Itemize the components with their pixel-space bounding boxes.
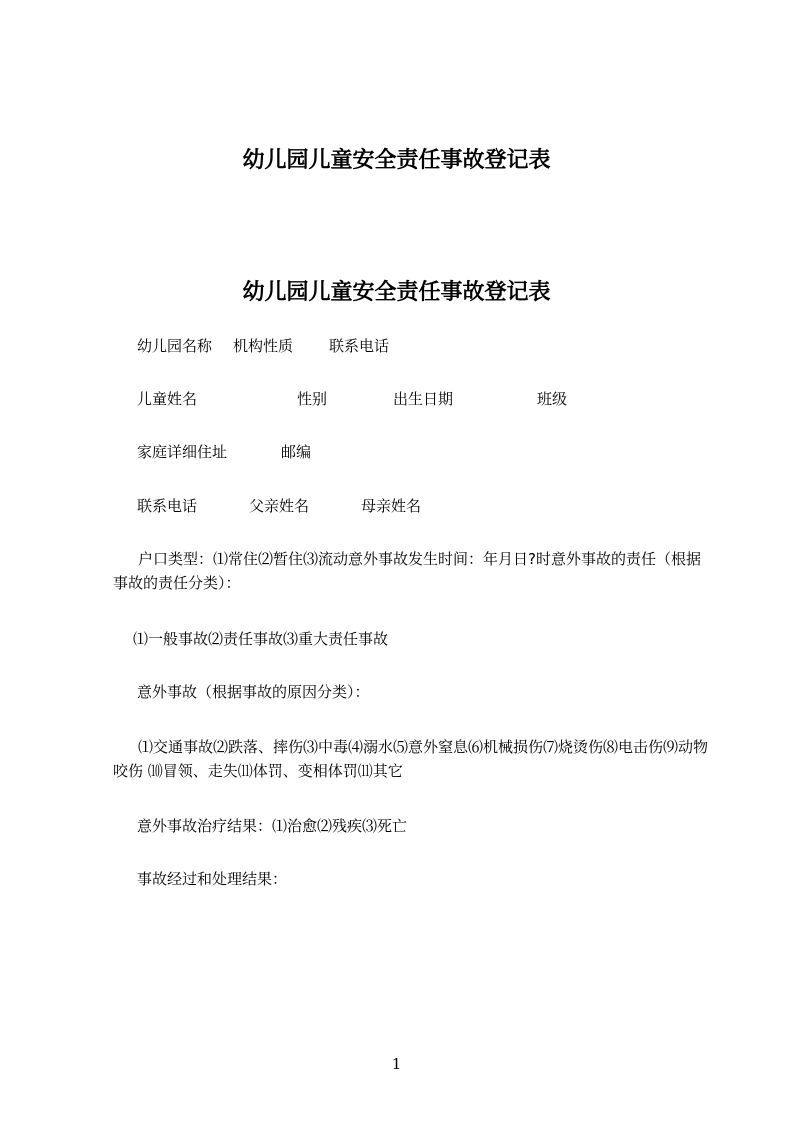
field-label-mother-name: 母亲姓名 xyxy=(361,497,422,515)
accident-cause-heading: 意外事故（根据事故的原因分类）： xyxy=(137,683,370,701)
page-number: 1 xyxy=(391,1055,402,1073)
field-label-kindergarten-name: 幼儿园名称 xyxy=(137,337,213,355)
field-label-birth-date: 出生日期 xyxy=(393,390,454,408)
field-label-class: 班级 xyxy=(537,390,568,408)
field-label-home-address: 家庭详细住址 xyxy=(137,443,228,461)
field-label-contact-phone-2: 联系电话 xyxy=(137,497,198,515)
field-label-contact-phone: 联系电话 xyxy=(329,337,390,355)
responsibility-options: ⑴一般事故⑵责任事故⑶重大责任事故 xyxy=(133,630,389,648)
accident-cause-options: ⑴交通事故⑵跌落、摔伤⑶中毒⑷溺水⑸意外窒息⑹机械损伤⑺烧烫伤⑻电击伤⑼动物咬伤 ⑽冒领、走失⑾体罚、变相体罚⑾其它 xyxy=(113,738,709,780)
document-title-main: 幼儿园儿童安全责任事故登记表 xyxy=(242,280,551,305)
field-label-postcode: 邮编 xyxy=(281,443,312,461)
document-title-top: 幼儿园儿童安全责任事故登记表 xyxy=(242,148,551,173)
process-and-result-heading: 事故经过和处理结果： xyxy=(137,870,288,888)
field-label-father-name: 父亲姓名 xyxy=(249,497,310,515)
household-type-paragraph: 户口类型：⑴常住⑵暂住⑶流动意外事故发生时间：年月日?时意外事故的责任（根据事故的责任分类）： xyxy=(113,550,701,592)
field-label-gender: 性别 xyxy=(297,390,328,408)
treatment-result: 意外事故治疗结果：⑴治愈⑵残疾⑶死亡 xyxy=(137,817,408,835)
field-label-child-name: 儿童姓名 xyxy=(137,390,198,408)
field-label-institution-type: 机构性质 xyxy=(233,337,294,355)
